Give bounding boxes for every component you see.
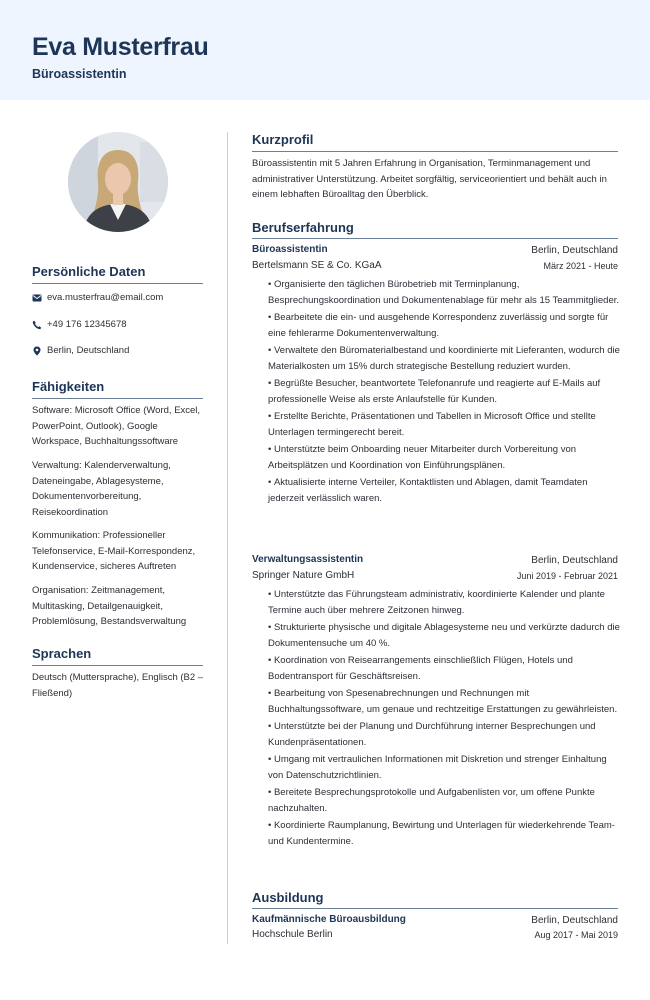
education-1-title: Kaufmännische Büroausbildung: [252, 914, 406, 925]
skills-rule: [32, 398, 203, 399]
education-heading: Ausbildung: [252, 890, 324, 905]
list-item: • Erstellte Berichte, Präsentationen und Tabellen in Microsoft Office und stellte Unterlagen termingerecht bereit.: [268, 409, 620, 440]
list-item: • Unterstützte bei der Planung und Durchführung interner Besprechungen und Kundenpräsentationen.: [268, 719, 620, 750]
profile-rule: [252, 151, 618, 152]
column-divider: [227, 132, 228, 944]
profile-photo: [68, 132, 168, 232]
education-1-school: Hochschule Berlin: [252, 929, 333, 940]
skill-software: Software: Microsoft Office (Word, Excel, PowerPoint, Outlook), Google Workspace, Buchhaltungssoftware: [32, 405, 201, 447]
email-contact[interactable]: [32, 292, 163, 303]
education-1-dates: Aug 2017 - Mai 2019: [534, 930, 618, 940]
skills-heading: Fähigkeiten: [32, 379, 105, 394]
list-item: • Bearbeitung von Spesenabrechnungen und Rechnungen mit Buchhaltungssoftware, um genaue und rechtzeitige Erstattungen zu gewährleisten.: [268, 686, 620, 717]
job-2-title: Verwaltungsassistentin: [252, 554, 364, 565]
languages-rule: [32, 665, 203, 666]
profile-text: Büroassistentin mit 5 Jahren Erfahrung in Organisation, Terminmanagement und administrativer Unterstützung. Arbeitet sorgfältig, serviceorientiert und behält auch in einem lebhaften Büroalltag den Überblick.: [252, 158, 607, 200]
list-item: • Koordination von Reisearrangements einschließlich Flügen, Hotels und Bodentransport für Geschäftsreisen.: [268, 653, 620, 684]
job-2-company: Springer Nature GmbH: [252, 570, 355, 581]
phone-icon: [32, 320, 42, 330]
profile-heading: Kurzprofil: [252, 132, 314, 147]
phone-text: +49 176 12345678: [47, 319, 127, 330]
personal-data-heading: Persönliche Daten: [32, 264, 146, 279]
skill-administration: Verwaltung: Kalenderverwaltung, Dateneingabe, Ablagesysteme, Dokumentenvorbereitung, Reisekoordination: [32, 460, 171, 518]
list-item: • Begrüßte Besucher, beantwortete Telefonanrufe und reagierte auf E-Mails auf professionelle Weise als erste Anlaufstelle für Kunden.: [268, 376, 620, 407]
education-1-location: Berlin, Deutschland: [531, 915, 618, 926]
location-contact: [32, 345, 129, 356]
job-2-bullets: [268, 587, 620, 851]
location-text: Berlin, Deutschland: [47, 345, 130, 356]
person-name: Eva Musterfrau: [32, 33, 209, 61]
list-item: • Aktualisierte interne Verteiler, Kontaktlisten und Ablagen, damit Teamdaten jederzeit verlässlich waren.: [268, 475, 620, 506]
list-item: • Unterstützte das Führungsteam administrativ, koordinierte Kalender und plante Termine auch über mehrere Zeitzonen hinweg.: [268, 587, 620, 618]
experience-rule: [252, 238, 618, 239]
job-1-company: Bertelsmann SE & Co. KGaA: [252, 260, 382, 271]
job-2-dates: Juni 2019 - Februar 2021: [516, 571, 618, 581]
list-item: • Unterstützte beim Onboarding neuer Mitarbeiter durch Vorbereitung von Arbeitsplätzen und Koordination von Einführungsplänen.: [268, 442, 620, 473]
list-item: • Umgang mit vertraulichen Informationen mit Diskretion und strenger Einhaltung von Datenschutzrichtlinien.: [268, 752, 620, 783]
email-text: eva.musterfrau@email.com: [47, 292, 164, 303]
phone-contact[interactable]: [32, 319, 127, 330]
languages-heading: Sprachen: [32, 646, 92, 661]
job-1-location: Berlin, Deutschland: [531, 245, 618, 256]
job-headline: Büroassistentin: [32, 67, 127, 81]
experience-heading: Berufserfahrung: [252, 220, 354, 235]
list-item: • Koordinierte Raumplanung, Bewirtung und Unterlagen für wiederkehrende Team- und Kundentermine.: [268, 818, 620, 849]
list-item: • Organisierte den täglichen Bürobetrieb mit Terminplanung, Besprechungskoordination und Dokumentenablage für mehr als 15 Teammitglieder.: [268, 277, 620, 308]
list-item: • Verwaltete den Büromaterialbestand und koordinierte mit Lieferanten, wodurch die Materialkosten um 15% durch strategische Bestellung reduziert wurden.: [268, 343, 620, 374]
skill-communication: Kommunikation: Professioneller Telefonservice, E-Mail-Korrespondenz, Kundenservice, sicheres Auftreten: [32, 530, 196, 572]
job-1-title: Büroassistentin: [252, 244, 328, 255]
job-2-location: Berlin, Deutschland: [531, 555, 618, 566]
job-1-dates: März 2021 - Heute: [543, 261, 618, 271]
personal-data-rule: [32, 283, 203, 284]
resume-header: [0, 0, 650, 100]
list-item: • Bereitete Besprechungsprotokolle und Aufgabenlisten vor, um offene Punkte nachzuhalten.: [268, 785, 620, 816]
languages-text: Deutsch (Muttersprache), Englisch (B2 – Fließend): [32, 672, 204, 699]
education-rule: [252, 908, 618, 909]
list-item: • Strukturierte physische und digitale Ablagesysteme neu und verkürzte dadurch die Dokumentensuche um 40 %.: [268, 620, 620, 651]
location-pin-icon: [32, 346, 42, 356]
mail-icon: [32, 293, 42, 303]
job-1-bullets: [268, 277, 620, 508]
list-item: • Bearbeitete die ein- und ausgehende Korrespondenz zuverlässig und sorgte für eine fehlerarme Dokumentenverwaltung.: [268, 310, 620, 341]
skill-organisation: Organisation: Zeitmanagement, Multitasking, Detailgenauigkeit, Problemlösung, Bestandsverwaltung: [32, 585, 187, 627]
